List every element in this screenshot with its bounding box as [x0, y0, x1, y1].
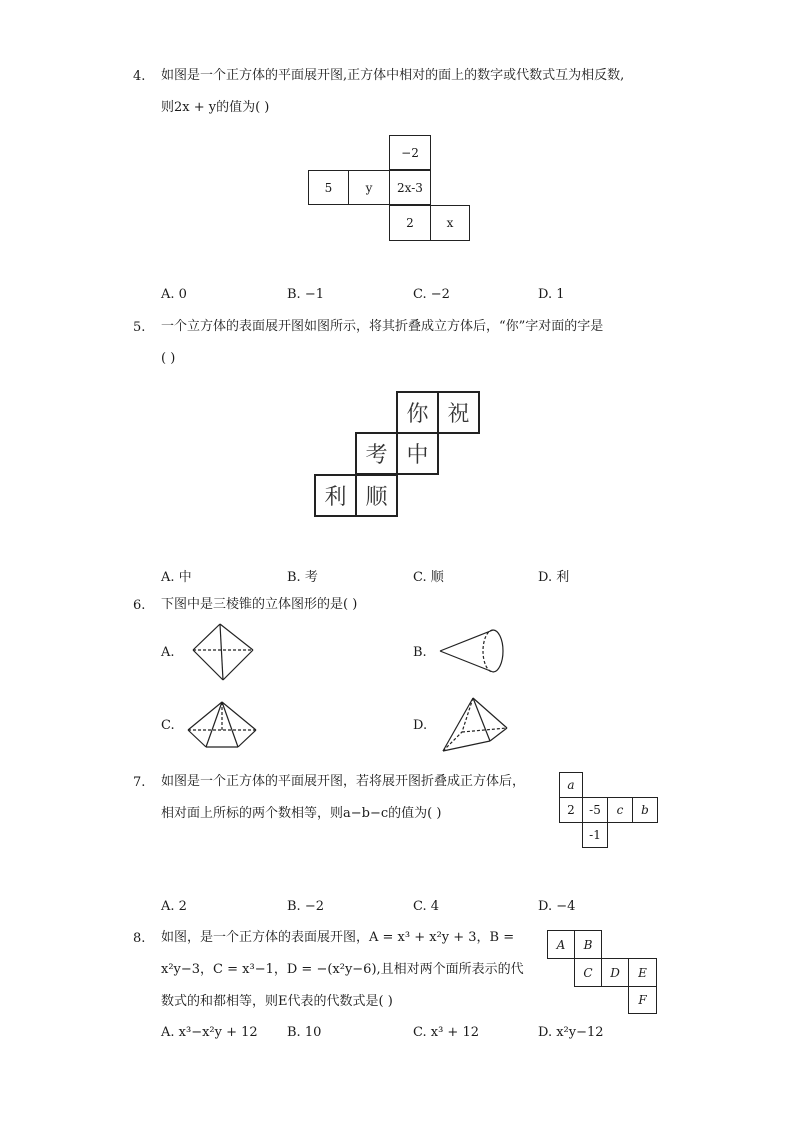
q5-net-cell: 你	[396, 391, 439, 434]
q7-net-cell: 2	[559, 797, 583, 823]
q5-option-c[interactable]: C. 顺	[413, 570, 444, 585]
q5-net-cell: 顺	[355, 474, 398, 517]
q7-number: 7.	[133, 775, 146, 790]
q6-option-a-label[interactable]: A.	[161, 645, 175, 660]
q8-net-cell: A	[547, 930, 575, 959]
q5-option-a[interactable]: A. 中	[161, 570, 192, 585]
q7-text-line1: 如图是一个正方体的平面展开图，若将展开图折叠成正方体后，	[161, 774, 526, 789]
q8-net-cell: E	[628, 958, 657, 987]
q8-option-b[interactable]: B. 10	[287, 1025, 322, 1040]
q6-option-d-label[interactable]: D.	[413, 718, 428, 733]
q6-figure-a-tetrahedron[interactable]	[190, 622, 256, 682]
q5-net-cell: 考	[355, 432, 398, 475]
q6-figure-c-pyramid[interactable]	[186, 700, 258, 750]
q8-net-cell: C	[574, 958, 602, 987]
q6-option-c-label[interactable]: C.	[161, 718, 175, 733]
q4-text-line1: 如图是一个正方体的平面展开图,正方体中相对的面上的数字或代数式互为相反数,	[161, 68, 625, 83]
q4-net-cell: 2	[389, 205, 431, 241]
q4-option-b[interactable]: B. −1	[287, 287, 324, 302]
q5-text-line2: ( )	[161, 351, 176, 366]
q7-text-line2: 相对面上所标的两个数相等，则a−b−c的值为( )	[161, 806, 442, 821]
q4-net-cell: x	[430, 205, 470, 241]
q8-option-d[interactable]: D. x²y−12	[538, 1025, 604, 1040]
q5-net-cell: 利	[314, 474, 357, 517]
q7-option-c[interactable]: C. 4	[413, 899, 440, 914]
q4-net-cell: 2x-3	[389, 170, 431, 205]
q6-figure-b-cone[interactable]	[438, 628, 508, 674]
q8-text-line1: 如图，是一个正方体的表面展开图，A = x³ + x²y + 3，B =	[161, 930, 515, 945]
q4-option-c[interactable]: C. −2	[413, 287, 450, 302]
q5-net-cell: 中	[396, 432, 439, 475]
q6-figure-d-pyramid[interactable]	[440, 696, 510, 754]
q5-option-b[interactable]: B. 考	[287, 570, 318, 585]
q8-option-a[interactable]: A. x³−x²y + 12	[161, 1025, 258, 1040]
q6-number: 6.	[133, 598, 146, 613]
q8-text-line3: 数式的和都相等，则E代表的代数式是( )	[161, 994, 393, 1009]
q5-text-line1: 一个立方体的表面展开图如图所示，将其折叠成立方体后，“你”字对面的字是	[161, 319, 604, 334]
q4-text-line2: 则2x + y的值为( )	[161, 100, 270, 115]
q4-net-cell: 5	[308, 170, 349, 205]
q5-net-cell: 祝	[437, 391, 480, 434]
q4-option-d[interactable]: D. 1	[538, 287, 565, 302]
q8-net-cell: B	[574, 930, 602, 959]
q7-net-cell: -1	[582, 822, 608, 848]
q7-net-cell: c	[607, 797, 633, 823]
q8-net-cell: F	[628, 986, 657, 1014]
q4-net-cell: y	[348, 170, 390, 205]
q7-option-d[interactable]: D. −4	[538, 899, 576, 914]
q7-net-cell: -5	[582, 797, 608, 823]
q4-option-a[interactable]: A. 0	[161, 287, 187, 302]
q7-net-cell: a	[559, 772, 583, 798]
q8-number: 8.	[133, 931, 146, 946]
q8-text-line2: x²y−3，C = x³−1，D = −(x²y−6),且相对两个面所表示的代	[161, 962, 524, 977]
q8-option-c[interactable]: C. x³ + 12	[413, 1025, 479, 1040]
q6-option-b-label[interactable]: B.	[413, 645, 427, 660]
q4-net-cell: −2	[389, 135, 431, 170]
q4-number: 4.	[133, 69, 146, 84]
q5-option-d[interactable]: D. 利	[538, 570, 570, 585]
q7-net-cell: b	[632, 797, 658, 823]
q5-number: 5.	[133, 320, 146, 335]
q8-net-cell: D	[601, 958, 629, 987]
q7-option-a[interactable]: A. 2	[161, 899, 187, 914]
q7-option-b[interactable]: B. −2	[287, 899, 324, 914]
q6-text-line1: 下图中是三棱锥的立体图形的是( )	[161, 597, 358, 612]
